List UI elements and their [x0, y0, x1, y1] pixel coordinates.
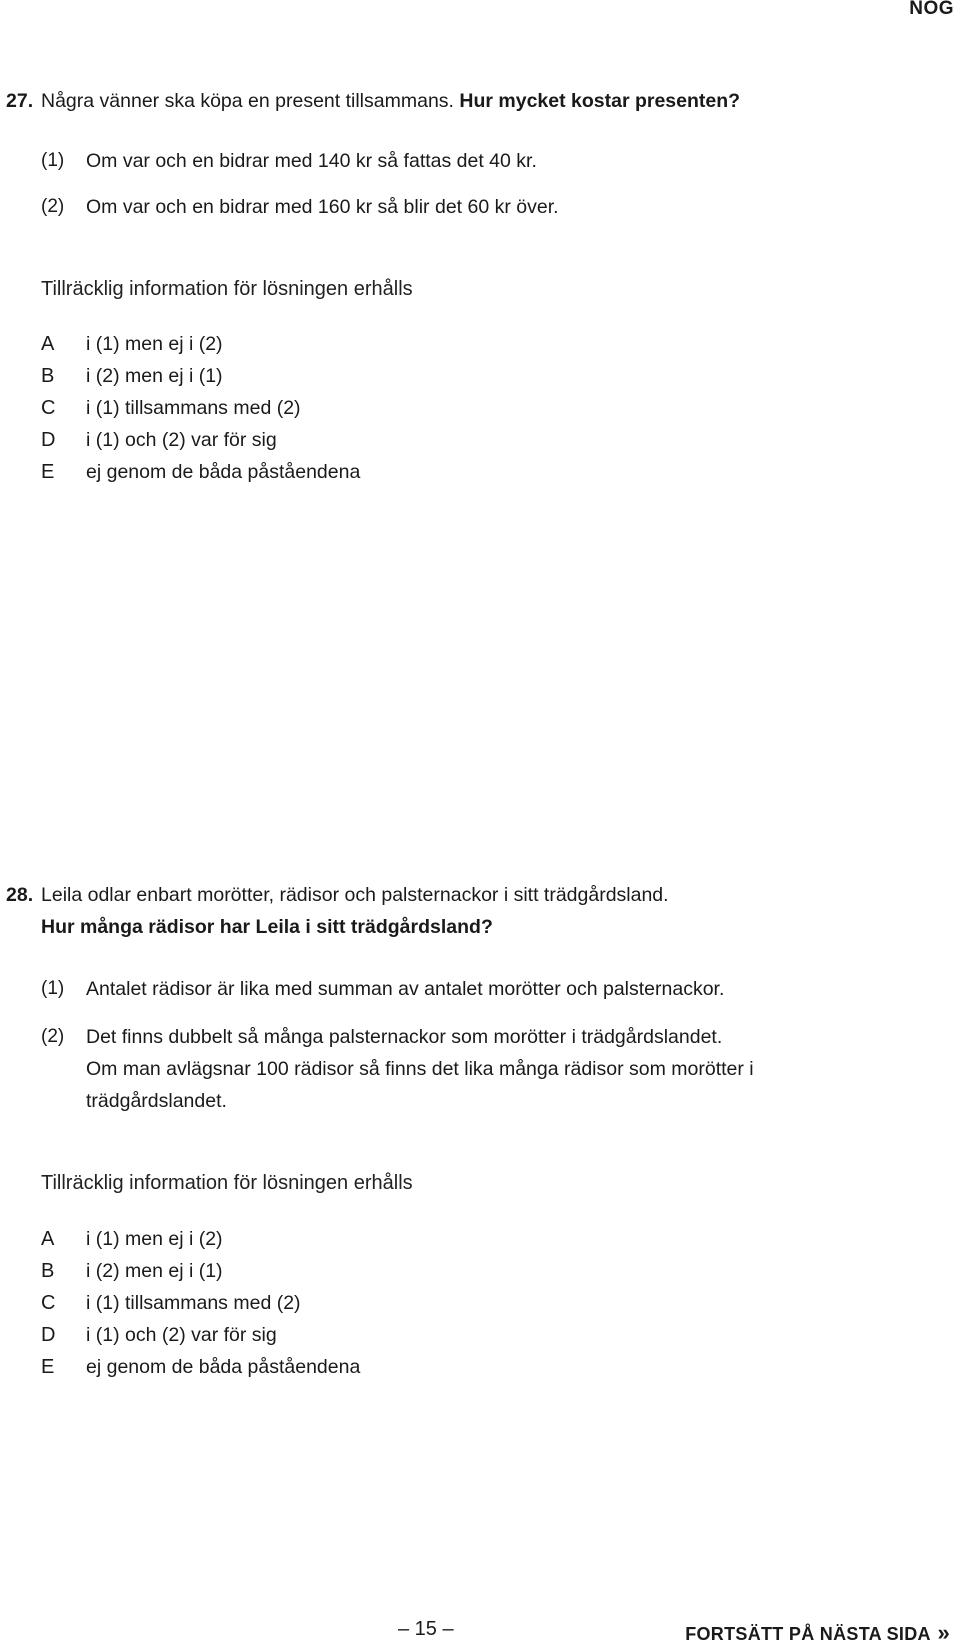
question-prompt: Hur många rädisor har Leila i sitt trädgårdsland?: [41, 916, 493, 938]
statement-text: trädgårdslandet.: [86, 1090, 227, 1112]
question-intro: Leila odlar enbart morötter, rädisor och palsternackor i sitt trädgårdsland.: [41, 884, 669, 906]
option-text: i (1) men ej i (2): [86, 1228, 223, 1250]
option-letter: A: [41, 1228, 55, 1250]
section-tag: NOG: [909, 0, 954, 19]
statement-text: Om var och en bidrar med 140 kr så fattas det 40 kr.: [86, 150, 537, 172]
option-letter: B: [41, 1260, 55, 1282]
option-letter: D: [41, 1324, 56, 1346]
option-letter: A: [41, 333, 55, 355]
option-letter: C: [41, 397, 56, 419]
option-text: ej genom de båda påståendena: [86, 461, 361, 483]
question-line: [6, 90, 33, 113]
option-letter: D: [41, 429, 56, 451]
option-text: i (1) och (2) var för sig: [86, 429, 277, 451]
continue-label: FORTSÄTT PÅ NÄSTA SIDA: [685, 1624, 931, 1644]
question-text: [41, 90, 740, 113]
statement-number: (2): [41, 1026, 65, 1047]
statement-number: (2): [41, 196, 65, 217]
question-prompt: Hur mycket kostar presenten?: [459, 90, 741, 112]
question-line: [6, 884, 33, 907]
option-text: i (1) tillsammans med (2): [86, 1292, 301, 1314]
option-text: i (1) men ej i (2): [86, 333, 223, 355]
question-intro: Några vänner ska köpa en present tillsammans.: [41, 90, 454, 112]
option-letter: B: [41, 365, 55, 387]
option-letter: E: [41, 461, 55, 483]
option-letter: E: [41, 1356, 55, 1378]
statement-number: (1): [41, 978, 65, 999]
page-number: – 15 –: [398, 1618, 454, 1640]
statement-text: Om man avlägsnar 100 rädisor så finns det lika många rädisor som morötter i: [86, 1058, 754, 1080]
option-text: i (1) tillsammans med (2): [86, 397, 301, 419]
question-number: 28.: [6, 884, 34, 906]
option-text: i (2) men ej i (1): [86, 1260, 223, 1282]
option-text: i (2) men ej i (1): [86, 365, 223, 387]
statement-text: Det finns dubbelt så många palsternackor som morötter i trädgårdslandet.: [86, 1026, 723, 1048]
option-text: i (1) och (2) var för sig: [86, 1324, 277, 1346]
option-letter: C: [41, 1292, 56, 1314]
option-text: ej genom de båda påståendena: [86, 1356, 361, 1378]
continue-next-page: [685, 1620, 950, 1646]
statement-text: Antalet rädisor är lika med summan av antalet morötter och palsternackor.: [86, 978, 725, 1000]
instruction-heading: Tillräcklig information för lösningen erhålls: [41, 1172, 413, 1194]
statement-text: Om var och en bidrar med 160 kr så blir det 60 kr över.: [86, 196, 559, 218]
statement-number: (1): [41, 150, 65, 171]
instruction-heading: Tillräcklig information för lösningen erhålls: [41, 278, 413, 300]
double-chevron-right-icon: »: [937, 1620, 950, 1645]
question-number: 27.: [6, 90, 34, 112]
